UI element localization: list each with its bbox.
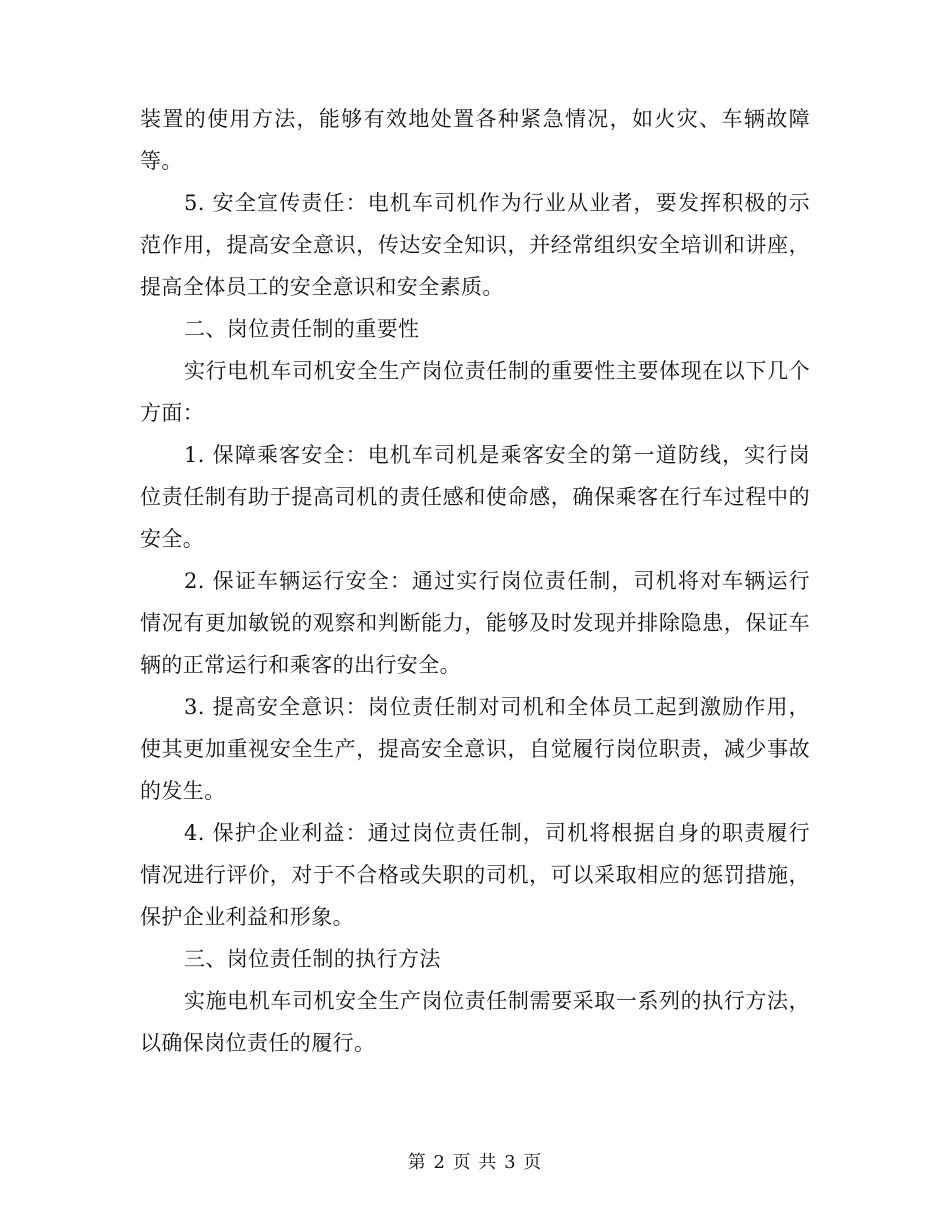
paragraph-item-2: 2. 保证车辆运行安全：通过实行岗位责任制，司机将对车辆运行情况有更加敏锐的观察和判断能力，能够及时发现并排除隐患，保证车辆的正常运行和乘客的出行安全。 [140,569,810,677]
paragraph-continuation: 装置的使用方法，能够有效地处置各种紧急情况，如火灾、车辆故障等。 [140,107,810,173]
section-heading-2: 二、岗位责任制的重要性 [184,317,420,341]
document-body [140,98,810,1064]
page-number-footer: 第 2 页 共 3 页 [407,1152,543,1173]
paragraph-item-4: 4. 保护企业利益：通过岗位责任制，司机将根据自身的职责履行情况进行评价，对于不合格或失职的司机，可以采取相应的惩罚措施，保护企业利益和形象。 [140,821,810,929]
paragraph-intro: 实行电机车司机安全生产岗位责任制的重要性主要体现在以下几个方面： [140,359,810,425]
paragraph-methods: 实施电机车司机安全生产岗位责任制需要采取一系列的执行方法，以确保岗位责任的履行。 [140,989,810,1055]
section-heading-3: 三、岗位责任制的执行方法 [184,947,441,971]
paragraph-item-3: 3. 提高安全意识：岗位责任制对司机和全体员工起到激励作用，使其更加重视安全生产，提高安全意识，自觉履行岗位职责，减少事故的发生。 [140,695,810,803]
paragraph-item-1: 1. 保障乘客安全：电机车司机是乘客安全的第一道防线，实行岗位责任制有助于提高司机的责任感和使命感，确保乘客在行车过程中的安全。 [140,443,810,551]
paragraph-item-5: 5. 安全宣传责任：电机车司机作为行业从业者，要发挥积极的示范作用，提高安全意识，传达安全知识，并经常组织安全培训和讲座，提高全体员工的安全意识和安全素质。 [140,191,810,299]
